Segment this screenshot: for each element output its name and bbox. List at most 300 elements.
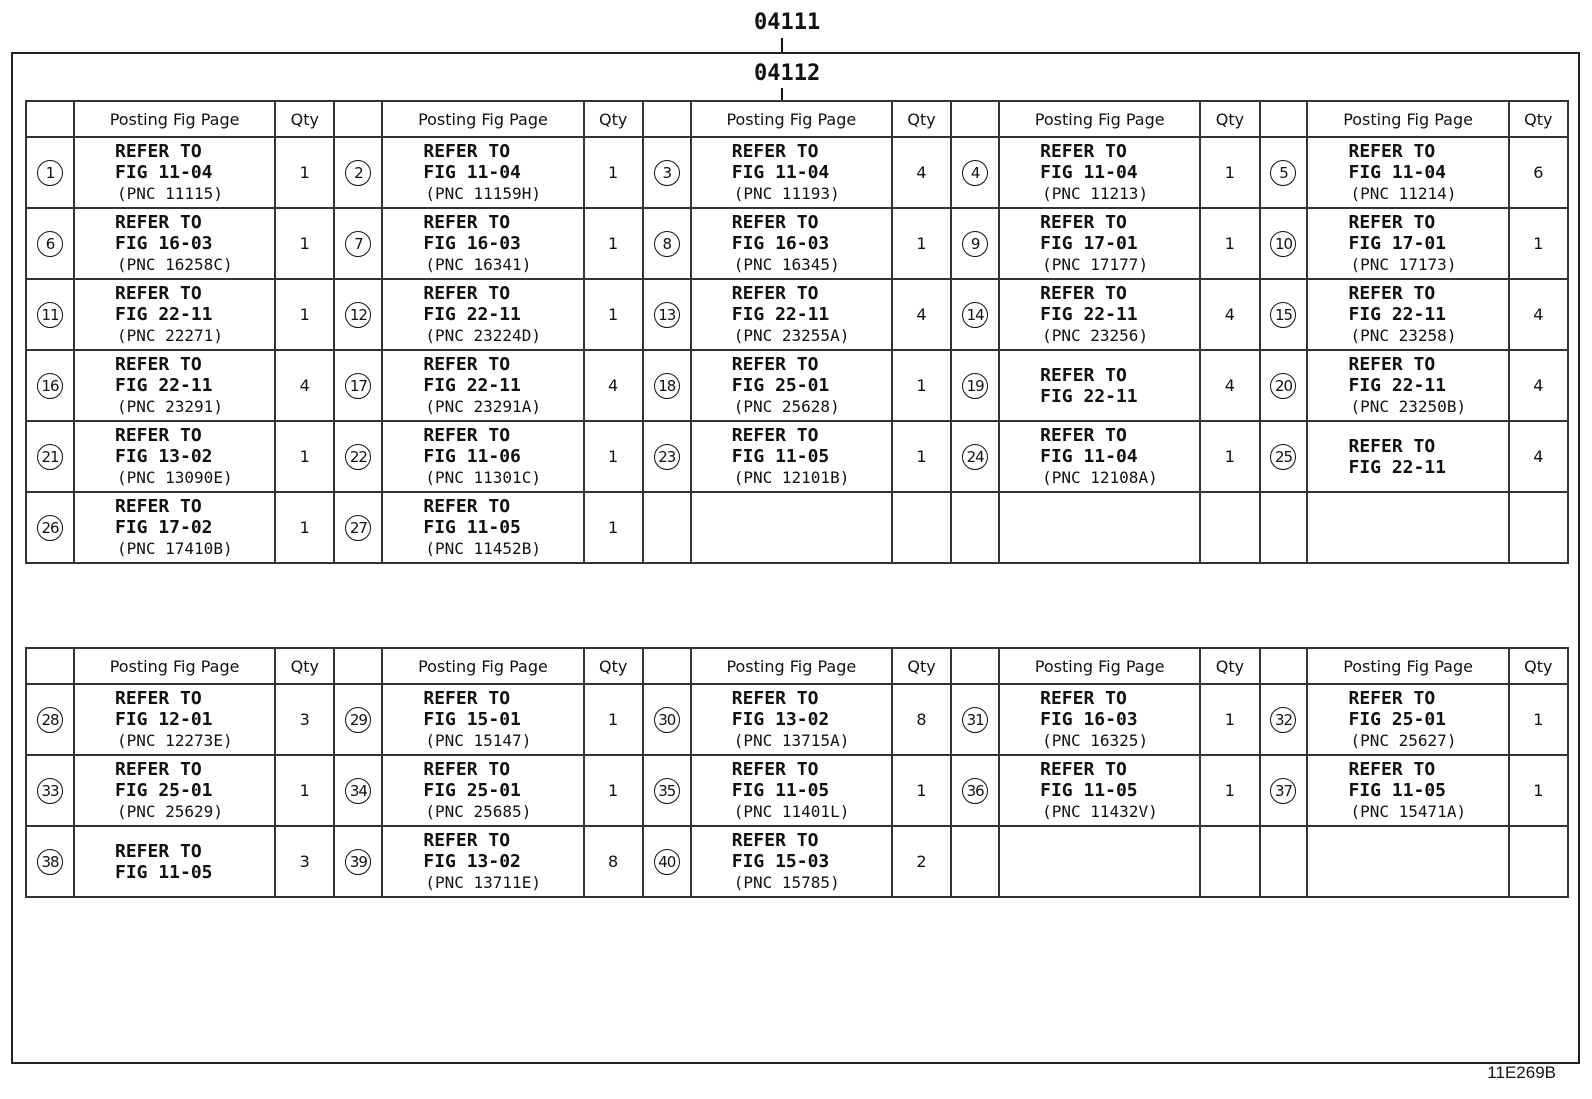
qty-cell: 4: [1509, 421, 1568, 492]
qty-cell: 1: [584, 684, 643, 755]
qty-cell: [1509, 826, 1568, 897]
header-num-cell: [334, 648, 382, 684]
header-posting: Posting Fig Page: [382, 648, 583, 684]
fig-ref-link[interactable]: FIG 12-01: [114, 709, 213, 730]
pnc-code: (PNC 12273E): [116, 731, 233, 750]
refer-text: REFER TO: [731, 759, 819, 780]
callout-number: 16: [37, 373, 63, 399]
qty-cell: 4: [892, 137, 951, 208]
qty-cell: 1: [275, 137, 334, 208]
callout-number: 39: [345, 849, 371, 875]
callout-number: 28: [37, 707, 63, 733]
refer-text: REFER TO: [114, 354, 202, 375]
table-row: [26, 826, 1568, 897]
fig-ref-link[interactable]: FIG 11-04: [423, 162, 521, 183]
fig-ref-link[interactable]: FIG 22-11: [1040, 385, 1138, 407]
callout-number: 5: [1270, 160, 1296, 186]
pnc-code: (PNC 25685): [425, 802, 532, 821]
callout-number: 34: [345, 778, 371, 804]
fig-ref-link[interactable]: FIG 17-01: [1348, 233, 1447, 254]
posting-fig-cell: [382, 826, 583, 897]
fig-ref-link[interactable]: FIG 25-01: [114, 780, 213, 801]
posting-fig-cell: [1307, 826, 1508, 897]
table-row: [26, 350, 1568, 421]
pnc-code: (PNC 15785): [733, 873, 840, 892]
pnc-code: (PNC 23256): [1042, 326, 1149, 345]
header-num-cell: [1260, 101, 1308, 137]
posting-fig-cell: [74, 350, 275, 421]
posting-fig-cell: [1307, 421, 1508, 492]
qty-cell: 4: [892, 279, 951, 350]
refer-text: REFER TO: [423, 212, 511, 233]
pnc-code: (PNC 11213): [1042, 184, 1149, 203]
fig-ref-link[interactable]: FIG 11-05: [114, 861, 213, 883]
table-row: [26, 755, 1568, 826]
fig-ref-link[interactable]: FIG 22-11: [1348, 375, 1447, 396]
qty-cell: 1: [584, 137, 643, 208]
fig-ref-link[interactable]: FIG 11-04: [114, 162, 213, 183]
pnc-code: (PNC 16345): [733, 255, 840, 274]
refer-text: REFER TO: [1040, 759, 1127, 780]
callout-number: 17: [345, 373, 371, 399]
callout-number: 9: [962, 231, 988, 257]
callout-number: 31: [962, 707, 988, 733]
pnc-code: (PNC 25627): [1350, 731, 1457, 750]
posting-fig-cell: [691, 350, 892, 421]
header-qty: Qty: [1509, 101, 1568, 137]
header-qty: Qty: [1200, 648, 1259, 684]
callout-number: 25: [1270, 444, 1296, 470]
refer-text: REFER TO: [423, 354, 511, 375]
qty-cell: 1: [275, 755, 334, 826]
fig-ref-link[interactable]: FIG 11-05: [731, 780, 830, 801]
posting-fig-cell: [999, 755, 1200, 826]
posting-fig-cell: [74, 137, 275, 208]
fig-ref-link[interactable]: FIG 11-05: [423, 517, 521, 538]
table-row: [26, 492, 1568, 563]
posting-fig-cell: [691, 137, 892, 208]
table-row: [26, 137, 1568, 208]
fig-ref-link[interactable]: FIG 22-11: [114, 304, 213, 325]
posting-fig-cell: [691, 421, 892, 492]
callout-cell: [951, 421, 999, 492]
callout-number: 29: [345, 707, 371, 733]
qty-cell: 1: [275, 279, 334, 350]
posting-fig-cell: [74, 684, 275, 755]
callout-number: 37: [1270, 778, 1296, 804]
pnc-code: (PNC 11214): [1350, 184, 1457, 203]
pnc-code: (PNC 11115): [116, 184, 223, 203]
fig-ref-link[interactable]: FIG 17-02: [114, 517, 213, 538]
callout-cell: [643, 137, 691, 208]
fig-ref-link[interactable]: FIG 13-02: [423, 851, 521, 872]
posting-fig-cell: [382, 684, 583, 755]
qty-cell: 1: [1200, 755, 1259, 826]
callout-cell: [1260, 755, 1308, 826]
header-qty: Qty: [1509, 648, 1568, 684]
refer-text: REFER TO: [1040, 425, 1127, 446]
callout-cell: [951, 137, 999, 208]
pnc-code: (PNC 11301C): [425, 468, 541, 487]
refer-text: REFER TO: [1348, 212, 1436, 233]
pnc-code: (PNC 13715A): [733, 731, 850, 750]
callout-number: 24: [962, 444, 988, 470]
pnc-code: (PNC 16325): [1042, 731, 1149, 750]
callout-number: 8: [654, 231, 680, 257]
refer-text: REFER TO: [1040, 141, 1127, 162]
callout-number: 26: [37, 515, 63, 541]
header-num-cell: [951, 101, 999, 137]
qty-cell: 1: [584, 279, 643, 350]
callout-number: 10: [1270, 231, 1296, 257]
header-num-cell: [643, 648, 691, 684]
callout-number: 2: [345, 160, 371, 186]
header-num-cell: [334, 101, 382, 137]
header-qty: Qty: [275, 648, 334, 684]
header-qty: Qty: [892, 101, 951, 137]
qty-cell: 1: [1200, 421, 1259, 492]
pnc-code: (PNC 11432V): [1042, 802, 1158, 821]
callout-cell: [643, 279, 691, 350]
pnc-code: (PNC 23255A): [733, 326, 850, 345]
qty-cell: 4: [1200, 350, 1259, 421]
posting-fig-cell: [382, 279, 583, 350]
fig-ref-link[interactable]: FIG 22-11: [1348, 304, 1447, 325]
callout-cell: [334, 492, 382, 563]
callout-cell: [334, 279, 382, 350]
posting-fig-cell: [999, 492, 1200, 563]
posting-fig-cell: [691, 208, 892, 279]
refer-text: REFER TO: [1348, 759, 1436, 780]
callout-cell: [26, 684, 74, 755]
callout-number: 6: [37, 231, 63, 257]
fig-ref-link[interactable]: FIG 22-11: [1040, 304, 1138, 325]
posting-fig-cell: [691, 492, 892, 563]
callout-cell: [26, 826, 74, 897]
posting-fig-cell: [382, 137, 583, 208]
callout-cell: [1260, 137, 1308, 208]
posting-fig-cell: [74, 826, 275, 897]
table-row: [26, 279, 1568, 350]
qty-cell: 3: [275, 684, 334, 755]
callout-number: 19: [962, 373, 988, 399]
fig-ref-link[interactable]: FIG 16-03: [731, 233, 830, 254]
qty-cell: 1: [892, 755, 951, 826]
header-num-cell: [951, 648, 999, 684]
callout-number: 14: [962, 302, 988, 328]
posting-fig-cell: [74, 421, 275, 492]
qty-cell: 3: [275, 826, 334, 897]
fig-ref-link[interactable]: FIG 25-01: [423, 780, 521, 801]
fig-ref-link[interactable]: FIG 11-04: [1348, 162, 1447, 183]
qty-cell: 1: [584, 208, 643, 279]
qty-cell: 1: [584, 421, 643, 492]
pnc-code: (PNC 13090E): [116, 468, 233, 487]
fig-ref-link[interactable]: FIG 11-04: [1040, 446, 1138, 467]
qty-cell: 1: [892, 208, 951, 279]
qty-cell: 1: [892, 421, 951, 492]
header-num-cell: [26, 648, 74, 684]
callout-cell: [951, 826, 999, 897]
pnc-code: (PNC 23291A): [425, 397, 541, 416]
fig-ref-link[interactable]: FIG 22-11: [423, 375, 521, 396]
inner-group-label: 04112: [754, 61, 821, 86]
qty-cell: 1: [1509, 684, 1568, 755]
callout-cell: [334, 684, 382, 755]
qty-cell: 1: [584, 755, 643, 826]
pnc-code: (PNC 15147): [425, 731, 532, 750]
fig-ref-link[interactable]: FIG 13-02: [114, 446, 213, 467]
refer-text: REFER TO: [114, 212, 202, 233]
fig-ref-link[interactable]: FIG 22-11: [1348, 456, 1447, 478]
callout-number: 3: [654, 160, 680, 186]
callout-number: 32: [1270, 707, 1296, 733]
header-qty: Qty: [1200, 101, 1259, 137]
fig-ref-link[interactable]: FIG 16-03: [423, 233, 521, 254]
pnc-code: (PNC 25629): [116, 802, 223, 821]
table-row: [26, 684, 1568, 755]
header-qty: Qty: [584, 648, 643, 684]
fig-ref-link[interactable]: FIG 22-11: [114, 375, 213, 396]
refer-text: REFER TO: [114, 496, 202, 517]
refer-text: REFER TO: [423, 425, 511, 446]
callout-cell: [26, 492, 74, 563]
qty-cell: 1: [1200, 684, 1259, 755]
refer-text: REFER TO: [1040, 212, 1127, 233]
fig-ref-link[interactable]: FIG 25-01: [1348, 709, 1447, 730]
header-num-cell: [643, 101, 691, 137]
header-num-cell: [26, 101, 74, 137]
fig-ref-link[interactable]: FIG 15-03: [731, 851, 830, 872]
callout-cell: [643, 826, 691, 897]
callout-number: 38: [37, 849, 63, 875]
figure-code: 11E269B: [1487, 1063, 1556, 1082]
callout-cell: [1260, 492, 1308, 563]
qty-cell: 4: [1509, 350, 1568, 421]
callout-cell: [26, 208, 74, 279]
table-row: [26, 208, 1568, 279]
pnc-code: (PNC 15471A): [1350, 802, 1467, 821]
posting-fig-cell: [999, 684, 1200, 755]
refer-text: REFER TO: [423, 283, 511, 304]
fig-ref-link[interactable]: FIG 22-11: [731, 304, 830, 325]
fig-ref-link[interactable]: FIG 16-03: [1040, 709, 1138, 730]
callout-cell: [951, 755, 999, 826]
callout-cell: [951, 492, 999, 563]
pnc-code: (PNC 25628): [733, 397, 840, 416]
fig-ref-link[interactable]: FIG 11-05: [1348, 780, 1447, 801]
qty-cell: 8: [892, 684, 951, 755]
callout-cell: [1260, 826, 1308, 897]
refer-text: REFER TO: [114, 425, 202, 446]
callout-cell: [334, 137, 382, 208]
callout-cell: [334, 350, 382, 421]
callout-cell: [334, 421, 382, 492]
refer-text: REFER TO: [423, 496, 511, 517]
qty-cell: 2: [892, 826, 951, 897]
table-row: [26, 421, 1568, 492]
header-posting: Posting Fig Page: [1307, 101, 1508, 137]
fig-ref-link[interactable]: FIG 13-02: [731, 709, 830, 730]
refer-text: REFER TO: [1348, 141, 1436, 162]
callout-cell: [26, 350, 74, 421]
header-posting: Posting Fig Page: [74, 648, 275, 684]
posting-fig-cell: [74, 208, 275, 279]
pnc-code: (PNC 17410B): [116, 539, 233, 558]
fig-ref-link[interactable]: FIG 16-03: [114, 233, 213, 254]
refer-text: REFER TO: [731, 141, 819, 162]
callout-cell: [26, 279, 74, 350]
callout-cell: [643, 684, 691, 755]
callout-number: 4: [962, 160, 988, 186]
callout-number: 21: [37, 444, 63, 470]
posting-fig-cell: [999, 350, 1200, 421]
callout-cell: [26, 137, 74, 208]
callout-number: 22: [345, 444, 371, 470]
qty-cell: 4: [584, 350, 643, 421]
callout-cell: [1260, 279, 1308, 350]
header-posting: Posting Fig Page: [691, 648, 892, 684]
fig-ref-link[interactable]: FIG 11-04: [731, 162, 830, 183]
refer-text: REFER TO: [423, 688, 511, 709]
fig-ref-link[interactable]: FIG 11-06: [423, 446, 521, 467]
callout-number: 20: [1270, 373, 1296, 399]
pnc-code: (PNC 12101B): [733, 468, 850, 487]
callout-number: 11: [37, 302, 63, 328]
refer-text: REFER TO: [1348, 688, 1436, 709]
callout-cell: [951, 279, 999, 350]
posting-fig-cell: [382, 421, 583, 492]
posting-fig-cell: [691, 826, 892, 897]
callout-number: 18: [654, 373, 680, 399]
refer-text: REFER TO: [1040, 283, 1127, 304]
qty-cell: [1200, 492, 1259, 563]
qty-cell: 8: [584, 826, 643, 897]
callout-number: 7: [345, 231, 371, 257]
callout-cell: [334, 826, 382, 897]
callout-cell: [334, 208, 382, 279]
fig-ref-link[interactable]: FIG 15-01: [423, 709, 521, 730]
qty-cell: 4: [1509, 279, 1568, 350]
posting-fig-cell: [74, 492, 275, 563]
fig-ref-link[interactable]: FIG 11-04: [1040, 162, 1138, 183]
refer-text: REFER TO: [423, 141, 511, 162]
posting-fig-cell: [999, 826, 1200, 897]
posting-fig-cell: [999, 421, 1200, 492]
pnc-code: (PNC 11401L): [733, 802, 850, 821]
posting-fig-cell: [382, 350, 583, 421]
outer-group-label: 04111: [754, 10, 821, 35]
callout-cell: [1260, 350, 1308, 421]
header-qty: Qty: [892, 648, 951, 684]
callout-number: 12: [345, 302, 371, 328]
pnc-code: (PNC 22271): [116, 326, 223, 345]
qty-cell: [1200, 826, 1259, 897]
posting-fig-cell: [691, 279, 892, 350]
outer-leader-line: [781, 38, 783, 52]
header-posting: Posting Fig Page: [999, 101, 1200, 137]
pnc-code: (PNC 11159H): [425, 184, 541, 203]
qty-cell: 1: [275, 492, 334, 563]
fig-ref-link[interactable]: FIG 25-01: [731, 375, 830, 396]
callout-number: 35: [654, 778, 680, 804]
posting-fig-cell: [999, 137, 1200, 208]
qty-cell: [1509, 492, 1568, 563]
callout-number: 15: [1270, 302, 1296, 328]
refer-text: REFER TO: [731, 425, 819, 446]
table-header-row: [26, 648, 1568, 684]
posting-fig-cell: [1307, 279, 1508, 350]
callout-number: 27: [345, 515, 371, 541]
callout-cell: [1260, 208, 1308, 279]
header-num-cell: [1260, 648, 1308, 684]
pnc-code: (PNC 12108A): [1042, 468, 1158, 487]
pnc-code: (PNC 13711E): [425, 873, 541, 892]
header-posting: Posting Fig Page: [1307, 648, 1508, 684]
posting-fig-cell: [382, 208, 583, 279]
qty-cell: [892, 492, 951, 563]
refer-text: REFER TO: [1348, 435, 1436, 457]
refer-text: REFER TO: [114, 840, 202, 862]
header-posting: Posting Fig Page: [691, 101, 892, 137]
callout-cell: [643, 350, 691, 421]
refer-text: REFER TO: [114, 688, 202, 709]
callout-number: 30: [654, 707, 680, 733]
callout-number: 1: [37, 160, 63, 186]
refer-text: REFER TO: [1348, 354, 1436, 375]
header-posting: Posting Fig Page: [999, 648, 1200, 684]
fig-ref-link[interactable]: FIG 22-11: [423, 304, 521, 325]
posting-fig-cell: [1307, 350, 1508, 421]
pnc-code: (PNC 23250B): [1350, 397, 1467, 416]
qty-cell: 4: [275, 350, 334, 421]
refer-text: REFER TO: [423, 830, 511, 851]
refer-text: REFER TO: [1348, 283, 1436, 304]
header-posting: Posting Fig Page: [74, 101, 275, 137]
pnc-code: (PNC 17177): [1042, 255, 1149, 274]
pnc-code: (PNC 17173): [1350, 255, 1457, 274]
pnc-code: (PNC 16341): [425, 255, 532, 274]
refer-text: REFER TO: [1040, 688, 1127, 709]
posting-fig-cell: [74, 279, 275, 350]
refer-text: REFER TO: [114, 759, 202, 780]
callout-cell: [1260, 421, 1308, 492]
callout-number: 23: [654, 444, 680, 470]
posting-fig-cell: [691, 684, 892, 755]
table-header-row: [26, 101, 1568, 137]
refer-text: REFER TO: [731, 283, 819, 304]
callout-cell: [1260, 684, 1308, 755]
pnc-code: (PNC 23291): [116, 397, 223, 416]
callout-number: 13: [654, 302, 680, 328]
qty-cell: 1: [1200, 208, 1259, 279]
fig-ref-link[interactable]: FIG 11-05: [1040, 780, 1138, 801]
refer-text: REFER TO: [731, 688, 819, 709]
fig-ref-link[interactable]: FIG 17-01: [1040, 233, 1138, 254]
callout-cell: [643, 208, 691, 279]
refer-text: REFER TO: [423, 759, 511, 780]
posting-fig-cell: [1307, 137, 1508, 208]
qty-cell: 1: [1509, 208, 1568, 279]
fig-ref-link[interactable]: FIG 11-05: [731, 446, 830, 467]
callout-number: 33: [37, 778, 63, 804]
pnc-code: (PNC 16258C): [116, 255, 233, 274]
header-posting: Posting Fig Page: [382, 101, 583, 137]
header-qty: Qty: [275, 101, 334, 137]
refer-text: REFER TO: [731, 830, 819, 851]
callout-number: 40: [654, 849, 680, 875]
parts-table-2: [25, 647, 1569, 898]
